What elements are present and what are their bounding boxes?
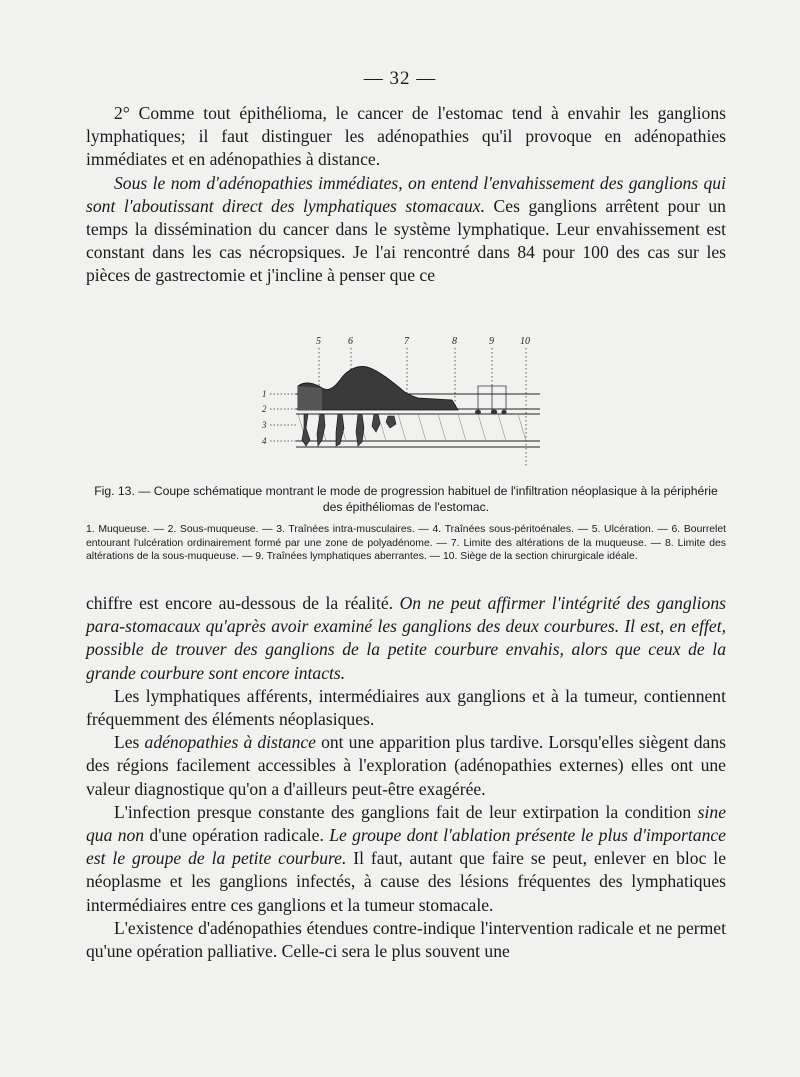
fig-label-8: 8 bbox=[452, 336, 457, 347]
italic-run: On ne peut affirmer l'intégrité des ganglions para-stomacaux qu'après avoir examiné les ganglions des deux courbures. Il est, en effet, possible de trouver des ganglions de la petite courbure envahis, alors que ceux de la grande courbure sont encore intacts. bbox=[86, 593, 726, 683]
legend-item: 10. Siège de la section chirurgicale idéale. bbox=[442, 551, 638, 563]
figure-caption bbox=[86, 484, 726, 564]
italic-definition: Sous le nom d'adénopathies immédiates, on entend l'envahissement des ganglions qui sont l'aboutissant direct des lymphatiques stomacaux. bbox=[86, 172, 726, 216]
legend-item: 2. Sous-muqueuse. — bbox=[167, 524, 273, 535]
paragraph-continuation: Ces ganglions arrêtent pour un temps la dissémination du cancer dans le système lymphatique. Leur envahissement est constant dans les cas nécropsiques. Je l'ai rencontré dans 84 pour 100 des cas sur les pièces de gastrectomie et j'incline à penser que ce bbox=[86, 195, 726, 286]
paragraph-figure-continuation bbox=[86, 592, 726, 685]
figure-caption-title: Fig. 13. — Coupe schématique montrant le mode de progression habituel de l'infiltration néoplasique à la périphérie des épithéliomas de l'estomac. bbox=[94, 484, 718, 514]
figure-legend bbox=[86, 523, 726, 564]
text-run: d'une opération radicale. bbox=[144, 825, 330, 846]
ulceration-zone bbox=[298, 386, 322, 410]
top-text-block bbox=[86, 102, 726, 288]
legend-item: 1. Muqueuse. — bbox=[86, 524, 164, 535]
paragraph-adenopathies-intro: 2° Comme tout épithélioma, le cancer de l'estomac tend à envahir les ganglions lymphatiques; il faut distinguer les adénopathies qu'il provoque en adénopathies immédiates et en adénopathies à distance. bbox=[86, 103, 726, 170]
italic-run: Le groupe dont l'ablation présente le plus d'importance est le groupe de la petite courbure. bbox=[86, 825, 726, 869]
figure-13-schematic bbox=[262, 328, 552, 478]
legend-item: 7. Limite des altérations de la muqueuse. — bbox=[450, 537, 662, 549]
legend-item: 3. Traînées intra-musculaires. — bbox=[276, 524, 429, 535]
legend-item: 9. Traînées lymphatiques aberrantes. — bbox=[255, 551, 441, 563]
paragraph-distant-adenopathies bbox=[86, 731, 726, 801]
legend-item: 5. Ulcération. — bbox=[591, 524, 668, 535]
fig-label-10: 10 bbox=[520, 336, 530, 347]
legend-item: 8. Limite des altérations de la sous-muqueuse. — bbox=[86, 537, 727, 563]
fig-label-1: 1 bbox=[262, 389, 267, 399]
italic-run: sine qua non bbox=[86, 801, 726, 846]
fig-label-9: 9 bbox=[489, 336, 494, 347]
paragraph-palliative-operation: L'existence d'adénopathies étendues contre-indique l'intervention radicale et ne permet qu'une opération palliative. Celle-ci sera le plus souvent une bbox=[86, 917, 726, 962]
fig-label-7: 7 bbox=[404, 336, 409, 347]
muscle-hatching bbox=[298, 414, 526, 441]
text-run: ont une apparition plus tardive. Lorsqu'elles siègent dans des régions facilement accessibles à l'exploration (adénopathies externes) elles ont une valeur diagnostique qu'on a d'ailleurs peut-être exagérée. bbox=[86, 732, 726, 799]
page-number: — 32 — bbox=[363, 68, 437, 89]
fig-label-3: 3 bbox=[262, 420, 267, 430]
text-run: Les bbox=[114, 732, 145, 753]
legend-item: 4. Traînées sous-péritoénales. — bbox=[432, 524, 588, 535]
fig-label-5: 5 bbox=[316, 336, 321, 347]
fig-label-2: 2 bbox=[262, 404, 267, 414]
text-run: chiffre est encore au-dessous de la réalité. bbox=[86, 593, 400, 613]
paragraph-immediate-adenopathies bbox=[86, 172, 726, 288]
paragraph-afferent-lymphatics: Les lymphatiques afférents, intermédiaires aux ganglions et à la tumeur, contiennent fréquemment des éléments néoplasiques. bbox=[86, 685, 726, 730]
text-run: Il faut, autant que faire se peut, enlever en bloc le néoplasme et les ganglions infectés, à cause des lésions fréquentes des lymphatiques intermédiaires entre ces ganglions et la tumeur stomacale. bbox=[86, 848, 727, 915]
paragraph-radical-operation bbox=[86, 801, 726, 917]
fig-label-6: 6 bbox=[348, 336, 353, 347]
italic-run: adénopathies à distance bbox=[144, 732, 316, 753]
left-leader-lines bbox=[270, 394, 296, 441]
legend-item: 6. Bourrelet entourant l'ulcération ordinairement formé par une zone de polyadénome. — bbox=[86, 524, 727, 549]
text-run: L'infection presque constante des ganglions fait de leur extirpation la condition bbox=[114, 801, 698, 822]
bottom-text-block bbox=[86, 592, 726, 963]
fig-label-4: 4 bbox=[262, 436, 267, 446]
